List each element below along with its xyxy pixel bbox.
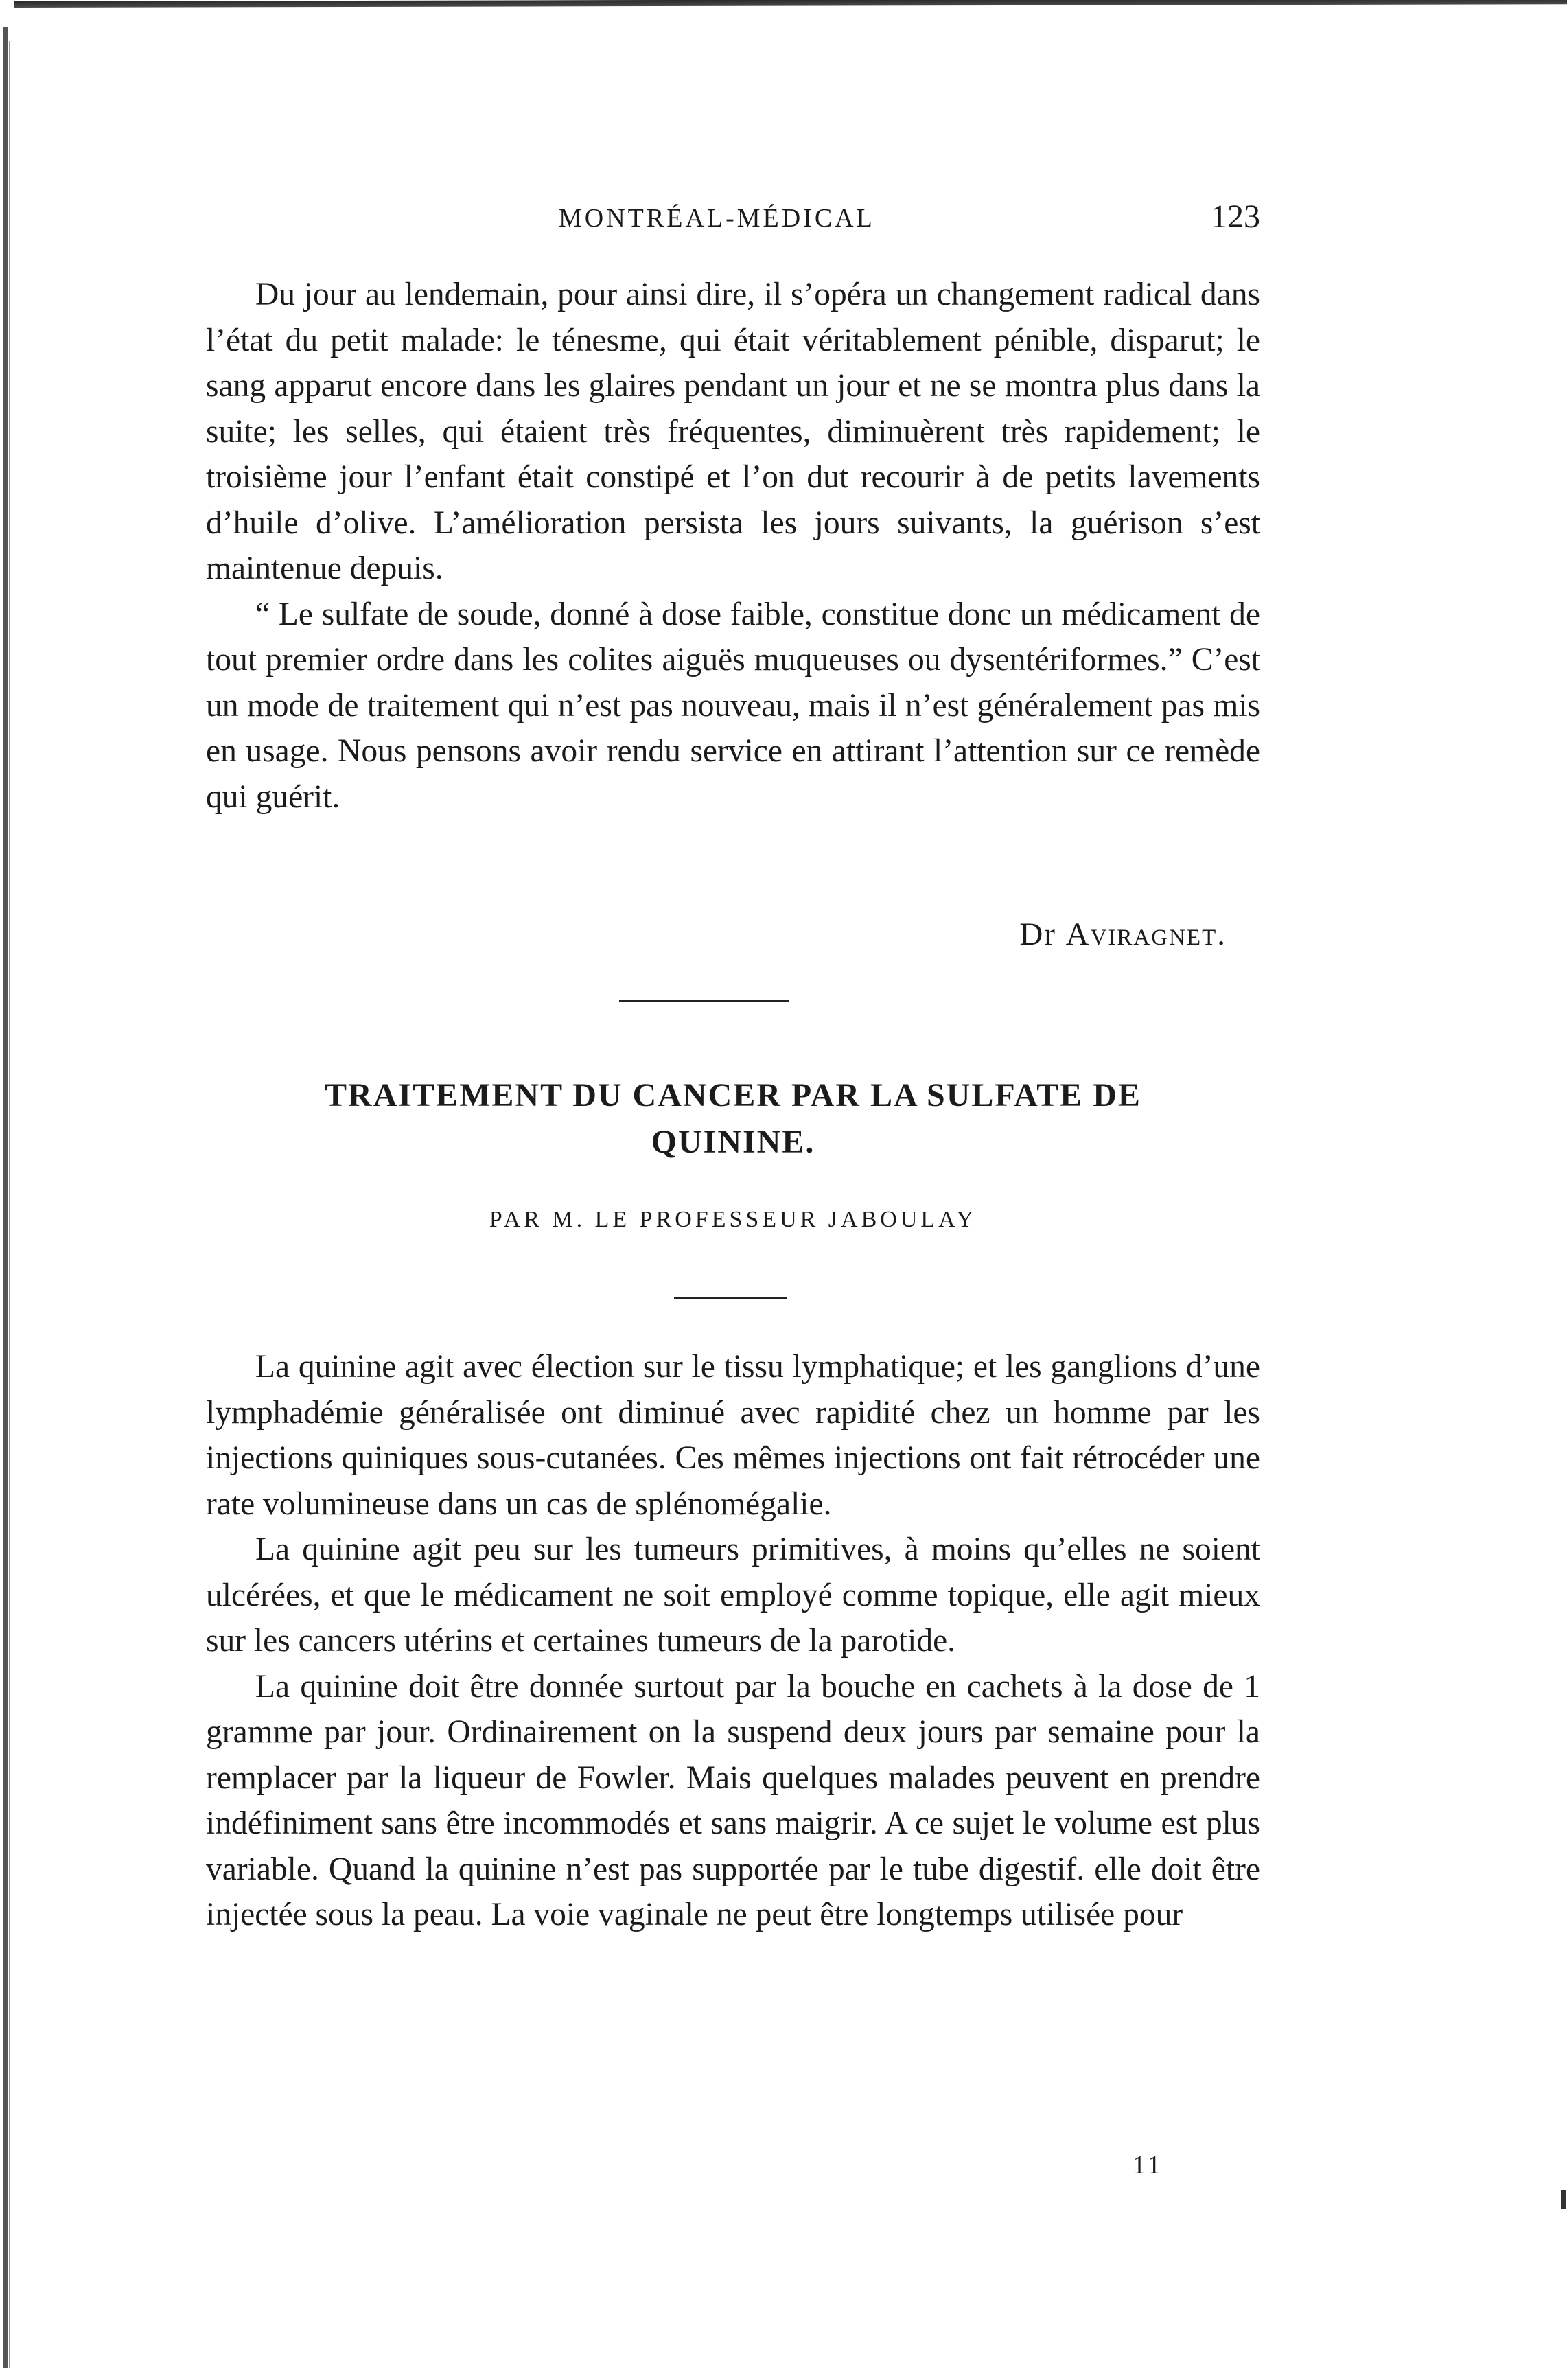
article-body [206, 1344, 1260, 1938]
paragraph: La quinine agit peu sur les tumeurs primitives, à moins qu’elles ne soient ulcérées, et que le médicament ne soit employé comme topique, elle agit mieux sur les cancers utérins et certaines tumeurs de la parotide. [206, 1532, 1260, 1659]
previous-article-text [206, 272, 1260, 820]
article-title-line: TRAITEMENT DU CANCER PAR LA SULFATE DE [325, 1077, 1141, 1113]
running-head [206, 198, 1260, 246]
section-divider [619, 1000, 789, 1002]
scan-edge-left [3, 27, 8, 2368]
journal-title: MONTRÉAL-MÉDICAL [559, 204, 875, 233]
scan-speck-right [1561, 2190, 1566, 2209]
paragraph: Du jour au lendemain, pour ainsi dire, il s’opéra un changement radical dans l’état du petit malade: le ténesme, qui était véritablement pénible, disparut; le sang apparut encore dans les glaires pendant un jour et ne se montra plus dans la suite; les selles, qui étaient très fréquentes, diminuèrent très rapidement; le troisième jour l’enfant était constipé et l’on dut recourir à de petits lavements d’huile d’olive. L’amélioration persista les jours suivants, la guérison s’est maintenue depuis. [206, 277, 1260, 586]
byline-divider [674, 1297, 787, 1299]
article-title-line: QUININE. [651, 1124, 815, 1160]
scan-edge-left-inner [9, 41, 10, 2368]
signature-mark: 11 [1133, 2151, 1163, 2180]
paragraph: La quinine agit avec élection sur le tissu lymphatique; et les ganglions d’une lymphadémie généralisée ont diminué avec rapidité chez un homme par les injections quiniques sous-cutanées. Ces mêmes injections ont fait rétrocéder une rate volumineuse dans un cas de splénomégalie. [206, 1349, 1260, 1522]
article-title [206, 1072, 1260, 1166]
paragraph: La quinine doit être donnée surtout par la bouche en cachets à la dose de 1 gramme par jour. Ordinairement on la suspend deux jours par semaine pour la remplacer par la liqueur de Fowler. Mais quelques malades peuvent en prendre indéfiniment sans être incommodés et sans maigrir. A ce sujet le volume est plus variable. Quand la quinine n’est pas supportée par le tube digestif. elle doit être injectée sous la peau. La voie vaginale ne peut être longtemps utilisée pour [206, 1668, 1260, 1932]
article-byline: PAR M. LE PROFESSEUR JABOULAY [489, 1207, 977, 1232]
signature-prefix: Dr [1019, 916, 1056, 952]
page-number: 123 [1211, 198, 1260, 235]
paragraph: “ Le sulfate de soude, donné à dose faible, constitue donc un médicament de tout premier ordre dans les colites aiguës muqueuses ou dysentériformes.” C’est un mode de traitement qui n’est pas nouveau, mais il n’est généralement pas mis en usage. Nous pensons avoir rendu service en attirant l’attention sur ce remède qui guérit. [206, 596, 1260, 815]
signature-name: Aviragnet. [1065, 916, 1227, 952]
scan-edge-top [14, 0, 1567, 8]
author-signature [1019, 916, 1227, 953]
